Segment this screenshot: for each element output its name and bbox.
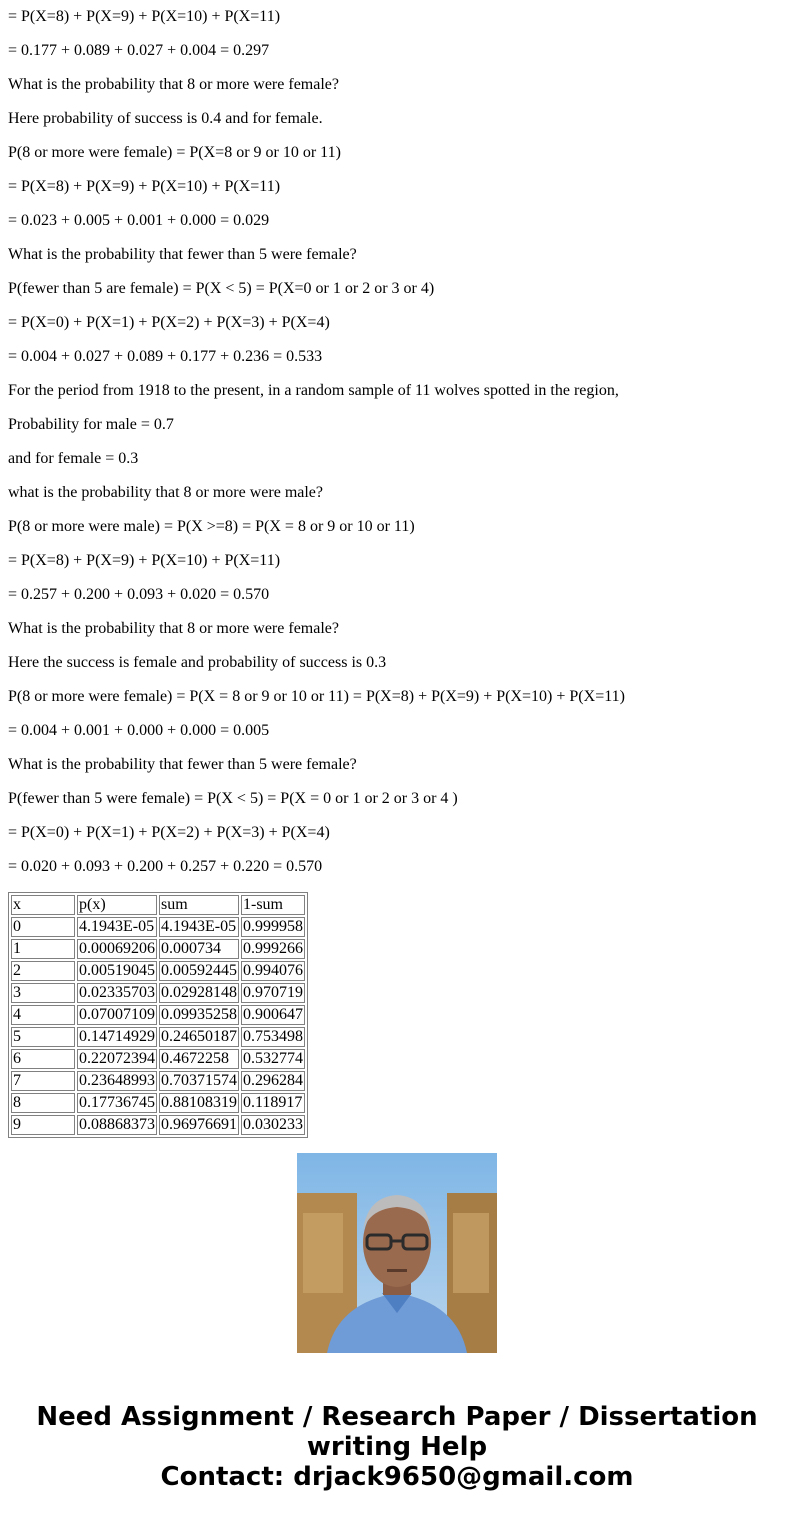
text-line: = P(X=8) + P(X=9) + P(X=10) + P(X=11) (8, 552, 281, 569)
text-line: What is the probability that fewer than 5 were female? (8, 756, 357, 773)
text-line: P(fewer than 5 were female) = P(X < 5) = P(X = 0 or 1 or 2 or 3 or 4 ) (8, 790, 458, 807)
table-row (11, 961, 305, 981)
probability-table (8, 892, 308, 1138)
table-header-cell: 1-sum (241, 895, 305, 915)
table-cell: 0.970719 (243, 984, 303, 1001)
table-header-cell: p(x) (77, 895, 157, 915)
text-line: = P(X=8) + P(X=9) + P(X=10) + P(X=11) (8, 178, 281, 195)
table-cell: 0.4672258 (159, 1049, 239, 1069)
table-cell: 3 (11, 983, 75, 1003)
author-avatar (297, 1153, 497, 1353)
table-row (11, 1071, 305, 1091)
table-cell: 4 (11, 1005, 75, 1025)
text-line: Here probability of success is 0.4 and for female. (8, 110, 323, 127)
text-line: = 0.020 + 0.093 + 0.200 + 0.257 + 0.220 = 0.570 (8, 858, 323, 875)
table-cell: 0.900647 (243, 1006, 303, 1023)
text-line: = 0.004 + 0.001 + 0.000 + 0.000 = 0.005 (8, 722, 270, 739)
table-cell: 0.22072394 (79, 1050, 155, 1067)
table-cell: 0.753498 (243, 1028, 303, 1045)
table-cell: 2 (11, 961, 75, 981)
table-header-cell: sum (159, 895, 239, 915)
table-cell: 0.02928148 (161, 984, 237, 1001)
table-cell: 8 (11, 1093, 75, 1113)
text-line: What is the probability that 8 or more were female? (8, 76, 339, 93)
text-line: For the period from 1918 to the present, in a random sample of 11 wolves spotted in the region, (8, 382, 619, 399)
text-line: Here the success is female and probability of success is 0.3 (8, 654, 387, 671)
table-cell: 4.1943E-05 (159, 917, 239, 937)
table-cell: 0.23648993 (79, 1072, 155, 1089)
contact-banner (0, 1402, 794, 1492)
text-line: What is the probability that 8 or more were female? (8, 620, 339, 637)
table-row (11, 1093, 305, 1113)
cta-line-1: Need Assignment / Research Paper / Dissertation (36, 1402, 758, 1432)
text-line: P(8 or more were female) = P(X = 8 or 9 or 10 or 11) = P(X=8) + P(X=9) + P(X=10) + P(X=11) (8, 688, 625, 705)
table-cell: 0.118917 (241, 1093, 305, 1113)
text-line: = 0.257 + 0.200 + 0.093 + 0.020 = 0.570 (8, 586, 270, 603)
text-line: = 0.023 + 0.005 + 0.001 + 0.000 = 0.029 (8, 212, 270, 229)
table-row (11, 1005, 305, 1025)
table-cell: 0.70371574 (161, 1072, 237, 1089)
text-line: P(8 or more were male) = P(X >=8) = P(X = 8 or 9 or 10 or 11) (8, 518, 415, 535)
table-cell: 9 (11, 1115, 75, 1135)
table-cell: 0.999958 (243, 918, 303, 935)
table-row (11, 1049, 305, 1069)
table-cell: 0.000734 (159, 939, 239, 959)
table-row (11, 917, 305, 937)
table-cell: 0.24650187 (161, 1028, 237, 1045)
text-line: = 0.004 + 0.027 + 0.089 + 0.177 + 0.236 = 0.533 (8, 348, 323, 365)
text-line: = 0.177 + 0.089 + 0.027 + 0.004 = 0.297 (8, 42, 270, 59)
table-cell: 6 (11, 1049, 75, 1069)
table-row (11, 939, 305, 959)
author-photo (297, 1153, 497, 1353)
table-cell: 0.09935258 (161, 1006, 237, 1023)
table-cell: 0.00519045 (79, 962, 155, 979)
table-cell: 0.999266 (243, 940, 303, 957)
table-cell: 0.030233 (243, 1116, 303, 1133)
text-line: = P(X=0) + P(X=1) + P(X=2) + P(X=3) + P(X=4) (8, 314, 330, 331)
text-line: P(8 or more were female) = P(X=8 or 9 or 10 or 11) (8, 144, 341, 161)
table-cell: 0.17736745 (79, 1094, 155, 1111)
text-line: and for female = 0.3 (8, 450, 139, 467)
table-cell: 4.1943E-05 (77, 917, 157, 937)
probability-table-container (8, 892, 308, 1133)
text-line: what is the probability that 8 or more were male? (8, 484, 324, 501)
table-cell: 0.994076 (243, 962, 303, 979)
table-cell: 0.296284 (243, 1072, 303, 1089)
text-line: = P(X=8) + P(X=9) + P(X=10) + P(X=11) (8, 8, 281, 25)
table-cell: 0.02335703 (79, 984, 155, 1001)
table-row (11, 1027, 305, 1047)
cta-line-2: writing Help (306, 1432, 488, 1462)
table-header-row (11, 895, 305, 915)
table-row (11, 983, 305, 1003)
cta-line-3: Contact: drjack9650@gmail.com (160, 1462, 634, 1492)
table-cell: 0.00069206 (79, 940, 155, 957)
table-header-cell: x (11, 895, 75, 915)
table-cell: 0.00592445 (161, 962, 237, 979)
text-line: P(fewer than 5 are female) = P(X < 5) = P(X=0 or 1 or 2 or 3 or 4) (8, 280, 435, 297)
table-cell: 0.88108319 (161, 1094, 237, 1111)
table-cell: 0 (11, 917, 75, 937)
table-cell: 1 (11, 939, 75, 959)
table-cell: 0.96976691 (161, 1116, 237, 1133)
table-row (11, 1115, 305, 1135)
table-cell: 5 (11, 1027, 75, 1047)
text-line: What is the probability that fewer than 5 were female? (8, 246, 357, 263)
table-cell: 0.07007109 (79, 1006, 155, 1023)
table-cell: 0.532774 (243, 1050, 303, 1067)
table-cell: 0.08868373 (79, 1116, 155, 1133)
table-cell: 0.14714929 (79, 1028, 155, 1045)
text-line: = P(X=0) + P(X=1) + P(X=2) + P(X=3) + P(X=4) (8, 824, 330, 841)
table-cell: 7 (11, 1071, 75, 1091)
text-line: Probability for male = 0.7 (8, 416, 174, 433)
